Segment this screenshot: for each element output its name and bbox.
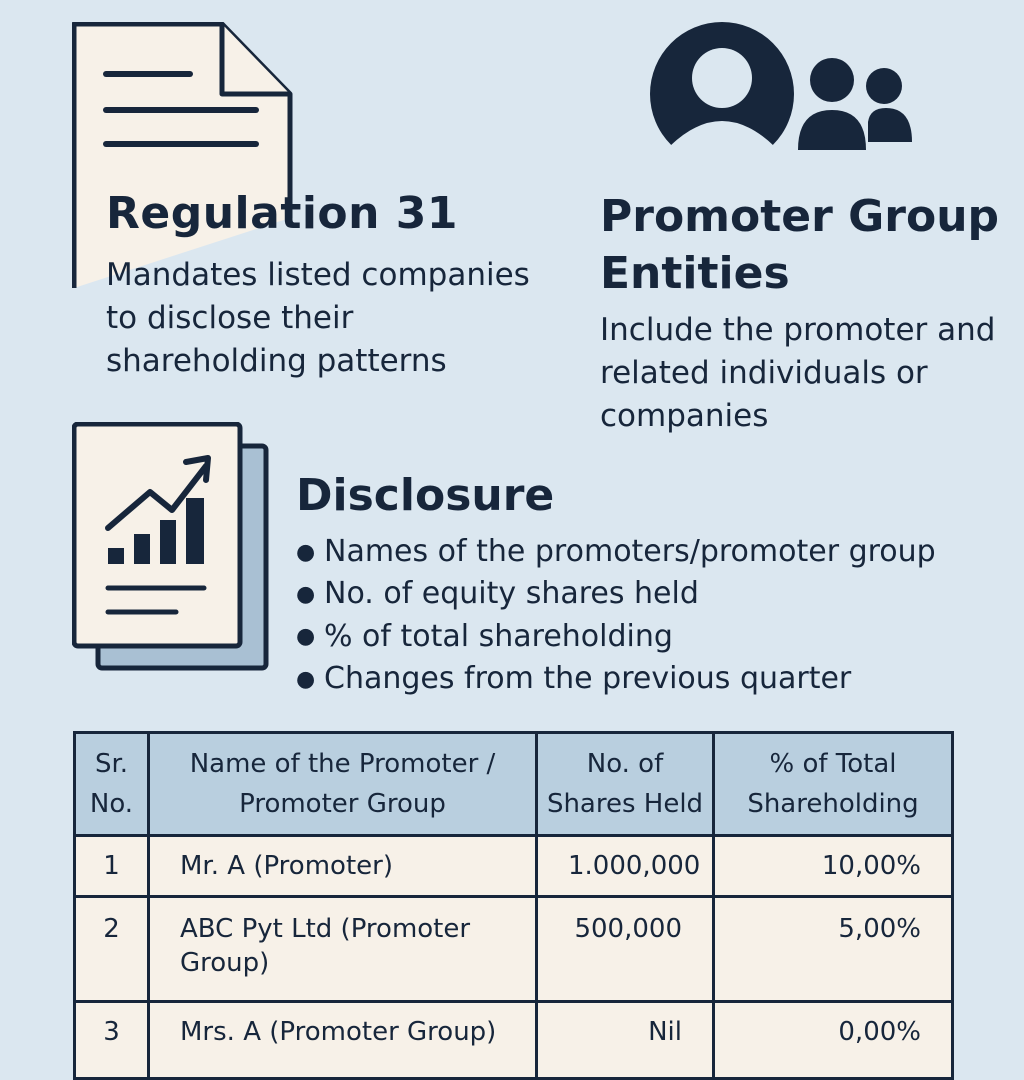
cell-promoter-name: ABC Pyt Ltd (Promoter Group) bbox=[149, 897, 537, 1002]
bullet-icon: ● bbox=[296, 539, 316, 565]
shareholding-table bbox=[73, 731, 954, 1080]
table-row bbox=[75, 897, 953, 1002]
list-item-text: No. of equity shares held bbox=[324, 576, 699, 612]
disclosure-title: Disclosure bbox=[296, 470, 555, 521]
cell-total-shareholding: 10,00% bbox=[714, 836, 953, 897]
disclosure-list bbox=[296, 531, 936, 700]
regulation-description: Mandates listed companies to disclose their shareholding patterns bbox=[106, 257, 530, 379]
cell-total-shareholding: 0,00% bbox=[714, 1002, 953, 1079]
header-promoter-name: Name of the Promoter / Promoter Group bbox=[149, 733, 537, 836]
list-item bbox=[296, 531, 936, 573]
promoter-group-title: Promoter Group Entities bbox=[600, 191, 1000, 299]
report-chart-icon bbox=[72, 422, 272, 672]
cell-shares-held: Nil bbox=[537, 1002, 714, 1079]
cell-sr-no: 3 bbox=[75, 1002, 149, 1079]
header-shares-held: No. of Shares Held bbox=[537, 733, 714, 836]
list-item-text: % of total shareholding bbox=[324, 618, 673, 654]
cell-sr-no: 2 bbox=[75, 897, 149, 1002]
document-icon bbox=[72, 22, 294, 292]
list-item-text: Names of the promoters/promoter group bbox=[324, 534, 936, 569]
people-icon bbox=[648, 18, 918, 170]
table-row bbox=[75, 1002, 953, 1079]
cell-promoter-name: Mr. A (Promoter) bbox=[149, 836, 537, 897]
list-item bbox=[296, 616, 936, 658]
cell-total-shareholding: 5,00% bbox=[714, 897, 953, 1002]
cell-shares-held: 500,000 bbox=[537, 897, 714, 1002]
bullet-icon: ● bbox=[296, 582, 316, 607]
cell-sr-no: 1 bbox=[75, 836, 149, 897]
cell-promoter-name: Mrs. A (Promoter Group) bbox=[149, 1002, 537, 1079]
list-item-text: Changes from the previous quarter bbox=[324, 660, 852, 696]
header-total-shareholding: % of Total Shareholding bbox=[714, 733, 953, 836]
bullet-icon: ● bbox=[296, 624, 316, 650]
promoter-group-description: Include the promoter and related individuals or companies bbox=[600, 312, 996, 434]
table-row bbox=[75, 836, 953, 897]
list-item bbox=[296, 658, 936, 700]
table-header-row bbox=[75, 733, 953, 836]
bullet-icon: ● bbox=[296, 666, 316, 692]
list-item bbox=[296, 573, 936, 615]
regulation-title: Regulation 31 bbox=[106, 188, 459, 239]
cell-shares-held: 1.000,000 bbox=[537, 836, 714, 897]
header-sr-no: Sr. No. bbox=[75, 733, 149, 836]
